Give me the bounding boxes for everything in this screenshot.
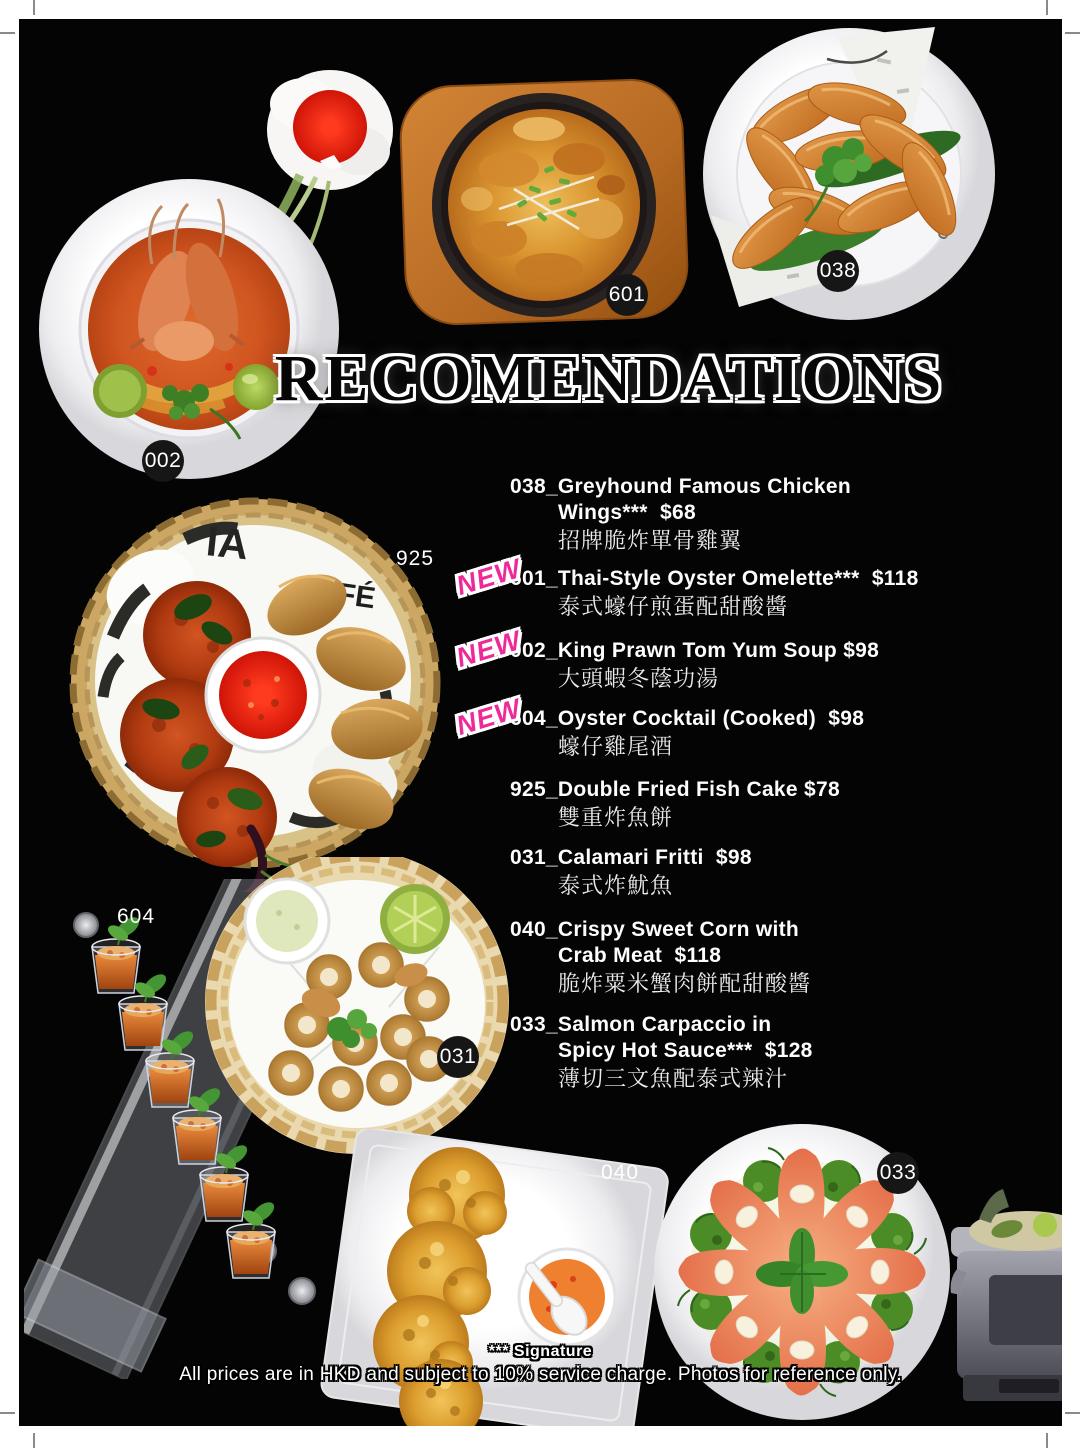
- photo-badge-038: 038: [817, 250, 859, 292]
- photo-label-604: 604: [117, 905, 156, 928]
- photo-badge-002: 002: [142, 440, 184, 482]
- menu-item-031: [510, 845, 752, 900]
- item-name: 604_Oyster Cocktail (Cooked) $98: [510, 707, 865, 730]
- new-sticker: NEW: [452, 625, 525, 674]
- crop-mark: [0, 32, 15, 34]
- menu-item-002: [452, 625, 880, 693]
- item-name-chinese: 脆炸粟米蟹肉餅配甜酸醬: [558, 971, 812, 996]
- photo-chicken-wings: [677, 19, 1022, 349]
- crop-mark: [1046, 0, 1048, 15]
- item-name-chinese: 大頭蝦冬蔭功湯: [558, 666, 720, 691]
- crop-mark: [1065, 32, 1080, 34]
- photo-calamari-fritti: [179, 857, 519, 1162]
- new-sticker: NEW: [452, 553, 525, 602]
- photo-badge-601: 601: [606, 274, 648, 316]
- photo-label-925: 925: [396, 547, 435, 570]
- item-name: 033_Salmon Carpaccio in: [510, 1013, 772, 1036]
- photo-oyster-omelette: [389, 59, 699, 344]
- menu-item-925: [510, 777, 840, 832]
- item-name-chinese: 泰式蠔仔煎蛋配甜酸醬: [558, 594, 789, 619]
- crop-mark: [1046, 1433, 1048, 1448]
- signature-footnote: *** Signature: [488, 1343, 593, 1360]
- menu-item-601: [452, 553, 919, 621]
- item-name-chinese: 蠔仔雞尾酒: [558, 734, 674, 759]
- photo-hotpot-container: [949, 1179, 1062, 1426]
- crop-mark: [0, 1412, 15, 1414]
- photo-king-prawn-tom-yum-soup: [24, 49, 419, 519]
- menu-page: [19, 19, 1062, 1426]
- crop-mark: [1065, 1412, 1080, 1414]
- page-title: RECOMENDATIONS: [274, 342, 944, 415]
- item-name: 002_King Prawn Tom Yum Soup $98: [510, 639, 880, 662]
- menu-item-040: [510, 917, 811, 998]
- item-name-chinese: 泰式炸魷魚: [558, 873, 674, 898]
- item-name: 925_Double Fried Fish Cake $78: [510, 778, 840, 801]
- crop-mark: [33, 1433, 35, 1448]
- item-name-cont: Spicy Hot Sauce*** $128: [558, 1039, 813, 1062]
- menu-item-604: [452, 693, 865, 761]
- crop-mark: [33, 0, 35, 15]
- item-name-chinese: 招牌脆炸單骨雞翼: [558, 528, 743, 553]
- photo-double-fried-fish-cake: [55, 487, 455, 892]
- item-name: 031_Calamari Fritti $98: [510, 846, 752, 869]
- item-name: 601_Thai-Style Oyster Omelette*** $118: [510, 567, 919, 590]
- menu-item-038: [510, 474, 851, 555]
- item-name-cont: Wings*** $68: [558, 501, 696, 524]
- item-name-chinese: 雙重炸魚餅: [558, 805, 674, 830]
- new-sticker: NEW: [452, 693, 525, 742]
- menu-item-033: [510, 1012, 813, 1093]
- item-name-cont: Crab Meat $118: [558, 944, 722, 967]
- photo-badge-031: 031: [437, 1036, 479, 1078]
- item-name: 040_Crispy Sweet Corn with: [510, 918, 800, 941]
- photo-badge-033: 033: [877, 1152, 919, 1194]
- photo-label-040: 040: [601, 1161, 640, 1184]
- item-name-chinese: 薄切三文魚配泰式辣汁: [558, 1066, 789, 1091]
- disclaimer-footnote: All prices are in HKD and subject to 10% service charge. Photos for reference only.: [179, 1364, 902, 1385]
- paper-text-top: IA: [204, 517, 251, 569]
- item-name: 038_Greyhound Famous Chicken: [510, 475, 851, 498]
